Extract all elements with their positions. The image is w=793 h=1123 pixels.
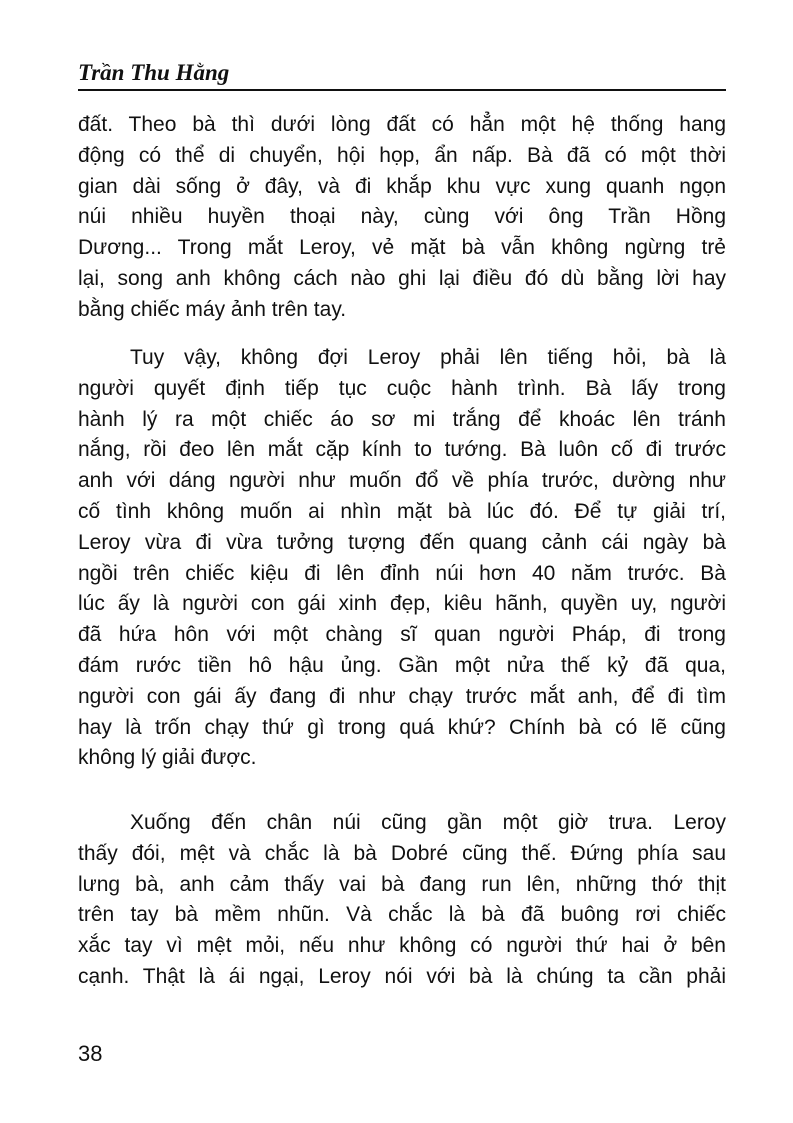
- text-line: đất. Theo bà thì dưới lòng đất có hẳn một hệ thống hang: [78, 113, 726, 136]
- text-line: nắng, rồi đeo lên mắt cặp kính to tướng. Bà luôn cố đi trước: [78, 438, 726, 462]
- running-head-author: Trần Thu Hằng: [78, 60, 230, 85]
- text-line: đã hứa hôn với một chàng sĩ quan người Pháp, đi trong: [78, 623, 726, 647]
- paragraph-3: [78, 808, 726, 993]
- text-line: Tuy vậy, không đợi Leroy phải lên tiếng hỏi, bà là: [130, 346, 726, 369]
- paragraph-2: [78, 343, 726, 774]
- text-line: hành lý ra một chiếc áo sơ mi trắng để khoác lên tránh: [78, 407, 726, 431]
- text-line: cạnh. Thật là ái ngại, Leroy nói với bà là chúng ta cần phải: [78, 964, 726, 988]
- text-line: động có thể di chuyển, hội họp, ẩn nấp. Bà đã có một thời: [78, 143, 726, 167]
- header-rule: [78, 89, 726, 91]
- text-line: Leroy vừa đi vừa tưởng tượng đến quang cảnh cái ngày bà: [78, 530, 726, 554]
- text-line: hay là trốn chạy thứ gì trong quá khứ? Chính bà có lẽ cũng: [78, 715, 726, 739]
- text-line: anh với dáng người như muốn đổ về phía trước, dường như: [78, 469, 726, 493]
- text-line: lại, song anh không cách nào ghi lại điều đó dù bằng lời hay: [78, 266, 726, 290]
- text-line: gian dài sống ở đây, và đi khắp khu vực xung quanh ngọn: [78, 174, 726, 198]
- page-number: 38: [78, 1041, 103, 1066]
- text-line: cố tình không muốn ai nhìn mặt bà lúc đó. Để tự giải trí,: [78, 499, 726, 523]
- text-line: không lý giải được.: [78, 746, 257, 770]
- text-line: người con gái ấy đang đi như chạy trước mắt anh, để đi tìm: [78, 684, 726, 708]
- text-line: lúc ấy là người con gái xinh đẹp, kiêu hãnh, quyền uy, người: [78, 592, 726, 616]
- text-line: Xuống đến chân núi cũng gần một giờ trưa. Leroy: [130, 811, 726, 834]
- text-line: người quyết định tiếp tục cuộc hành trình. Bà lấy trong: [78, 376, 726, 400]
- text-line: lưng bà, anh cảm thấy vai bà đang run lên, những thớ thịt: [78, 872, 726, 896]
- text-line: thấy đói, mệt và chắc là bà Dobré cũng thế. Đứng phía sau: [78, 841, 726, 865]
- text-line: Dương... Trong mắt Leroy, vẻ mặt bà vẫn không ngừng trẻ: [78, 236, 726, 260]
- text-line: bằng chiếc máy ảnh trên tay.: [78, 297, 347, 321]
- paragraph-1: [78, 110, 726, 326]
- text-line: đám rước tiền hô hậu ủng. Gần một nửa thế kỷ đã qua,: [78, 653, 726, 677]
- text-line: trên tay bà mềm nhũn. Và chắc là bà đã buông rơi chiếc: [78, 903, 726, 927]
- text-line: ngồi trên chiếc kiệu đi lên đỉnh núi hơn 40 năm trước. Bà: [78, 561, 726, 585]
- text-line: núi nhiều huyền thoại này, cùng với ông Trần Hồng: [78, 205, 726, 229]
- text-line: xắc tay vì mệt mỏi, nếu như không có người thứ hai ở bên: [78, 934, 726, 958]
